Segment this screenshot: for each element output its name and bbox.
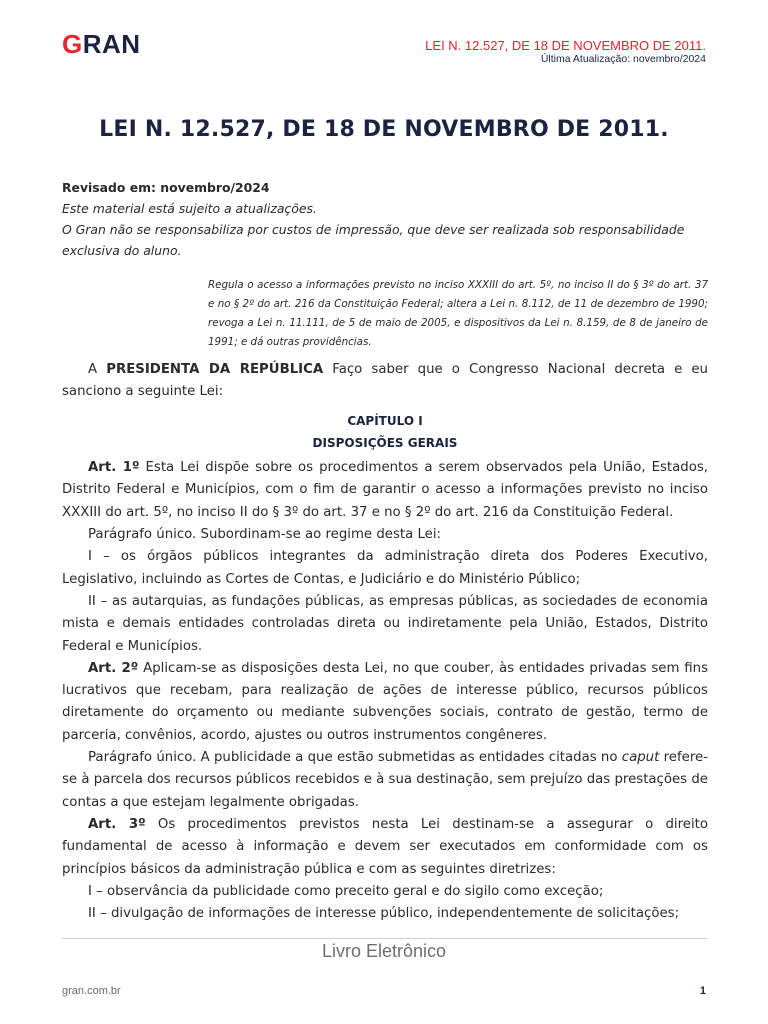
logo-accent-letter: G [62,29,83,59]
footer-divider [62,938,708,939]
art1-inciso-1: I – os órgãos públicos integrantes da administração direta dos Poderes Executivo, Legislativo, incluindo as Cortes de Contas, e Judiciário e do Ministério Público; [62,549,708,587]
art2-label: Art. 2º [88,660,139,676]
art2-paragraph [62,747,708,814]
revision-notes [62,177,708,261]
footer-site-link[interactable]: gran.com.br [62,985,121,997]
law-ementa: Regula o acesso a informações previsto no inciso XXXIII do art. 5º, no inciso II do § 3º do art. 37 e no § 2º do art. 216 da Constituição Federal; altera a Lei n. 8.112, de 11 de dezembro de 1990; revoga a Lei n. 11.111, de 5 de maio de 2005, e dispositivos da Lei n. 8.159, de 8 de janeiro de 1991; e dá outras providências. [208,279,708,348]
art1-text: Esta Lei dispõe sobre os procedimentos a serem observados pela União, Estados, Distrito Federal e Municípios, com o fim de garantir o acesso a informações previsto no inciso XXXIII do art. 5º, no inciso II do § 3º do art. 37 e no § 2º do art. 216 da Constituição Federal. [62,460,709,520]
revised-date: Revisado em: novembro/2024 [62,180,270,195]
document-title: LEI N. 12.527, DE 18 DE NOVEMBRO DE 2011. [99,117,669,142]
chapter-number: CAPÍTULO I [347,413,423,428]
preamble [62,359,708,404]
art2-par-caput: caput [621,750,660,766]
chapter-title: DISPOSIÇÕES GERAIS [312,435,458,450]
ebook-label: Livro Eletrônico [321,941,447,961]
header-last-update: Última Atualização: novembro/2024 [540,53,706,65]
art3-label: Art. 3º [88,816,146,832]
art3-inciso-1: I – observância da publicidade como preceito geral e do sigilo como exceção; [88,883,604,899]
art1 [62,457,708,524]
art2 [62,658,708,747]
preamble-lead: A [88,362,98,377]
update-notice: Este material está sujeito a atualizações. [62,201,317,216]
logo-rest: RAN [82,29,141,59]
preamble-authority: PRESIDENTA DA REPÚBLICA [106,362,324,377]
art2-text: Aplicam-se as disposições desta Lei, no que couber, às entidades privadas sem fins lucrativos que recebam, para realização de ações de interesse público, recursos públicos diretamente do orçamento ou mediante subvenções sociais, contrato de gestão, termo de parceria, convênios, acordo, ajustes ou outros instrumentos congêneres. [62,660,708,743]
art2-par-before: Parágrafo único. A publicidade a que estão submetidas as entidades citadas no [88,750,622,766]
header-info [425,38,706,66]
preamble-text: Faço saber que o Congresso Nacional decreta e eu sanciono a seguinte Lei: [62,362,708,400]
header-law-title: LEI N. 12.527, DE 18 DE NOVEMBRO DE 2011. [425,38,706,53]
art2-par-after: refere-se à parcela dos recursos públicos recebidos e à sua destinação, sem prejuízo das prestações de contas a que estejam legalmente obrigadas. [62,750,708,810]
art3 [62,814,708,881]
page-number: 1 [699,985,706,997]
art1-label: Art. 1º [88,460,140,476]
art3-inciso-2: II – divulgação de informações de interesse público, independentemente de solicitações; [88,906,680,922]
gran-logo [62,31,141,57]
art1-paragraph: Parágrafo único. Subordinam-se ao regime desta Lei: [88,527,441,543]
law-body [62,359,708,925]
art3-text: Os procedimentos previstos nesta Lei destinam-se a assegurar o direito fundamental de acesso à informação e devem ser executados em conformidade com os princípios básicos da administração pública e com as seguintes diretrizes: [62,816,708,877]
print-disclaimer: O Gran não se responsabiliza por custos de impressão, que deve ser realizada sob responsabilidade exclusiva do aluno. [62,222,685,258]
art1-inciso-2: II – as autarquias, as fundações públicas, as empresas públicas, as sociedades de economia mista e demais entidades controladas direta ou indiretamente pela União, Estados, Distrito Federal e Municípios. [62,593,708,654]
